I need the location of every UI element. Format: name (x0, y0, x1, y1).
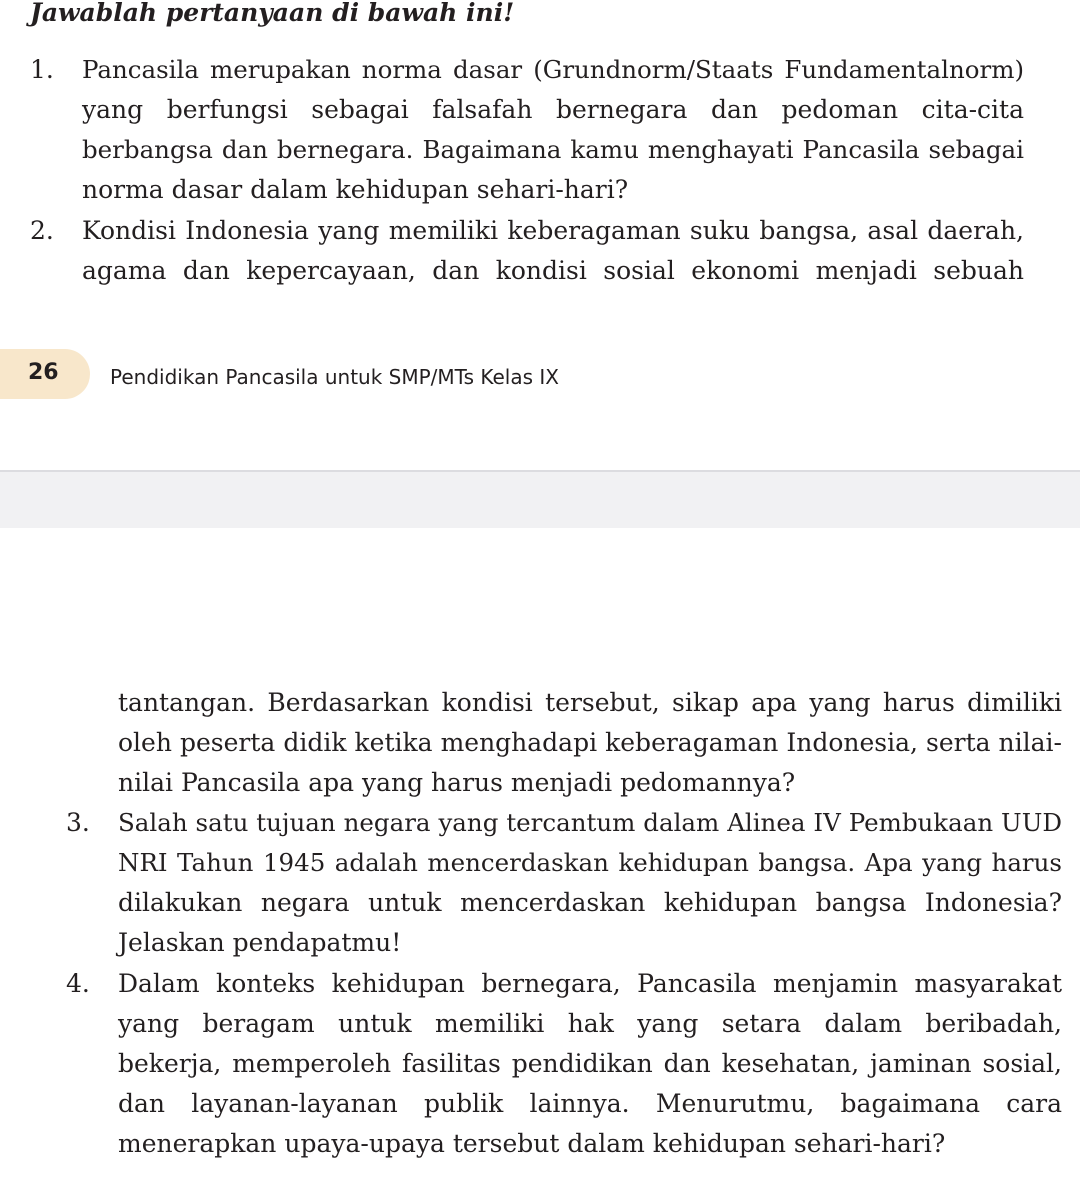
question-line: Salah satu tujuan negara yang tercantum dalam Alinea IV Pembukaan UUD (118, 808, 1062, 837)
page-separator (0, 470, 1080, 528)
section-heading: Jawablah pertanyaan di bawah ini! (30, 0, 515, 27)
question-line: nilai Pancasila apa yang harus menjadi pedomannya? (118, 768, 796, 797)
question-line: norma dasar dalam kehidupan sehari-hari? (82, 175, 629, 204)
question-line: oleh peserta didik ketika menghadapi keberagaman Indonesia, serta nilai- (118, 728, 1062, 757)
question-number: 4. (66, 969, 90, 998)
question-line: Pancasila merupakan norma dasar (Grundnorm/Staats Fundamentalnorm) (82, 55, 1024, 84)
question-line: Dalam konteks kehidupan bernegara, Pancasila menjamin masyarakat (118, 969, 1062, 998)
page-bottom (0, 528, 1080, 1200)
question-line: dan layanan-layanan publik lainnya. Menurutmu, bagaimana cara (118, 1089, 1062, 1118)
running-footer-title: Pendidikan Pancasila untuk SMP/MTs Kelas IX (110, 365, 559, 389)
question-number: 2. (30, 216, 54, 245)
question-line: bekerja, memperoleh fasilitas pendidikan dan kesehatan, jaminan sosial, (118, 1049, 1062, 1078)
question-line: NRI Tahun 1945 adalah mencerdaskan kehidupan bangsa. Apa yang harus (118, 848, 1062, 877)
question-line: Kondisi Indonesia yang memiliki keberagaman suku bangsa, asal daerah, (82, 216, 1024, 245)
question-line: tantangan. Berdasarkan kondisi tersebut, sikap apa yang harus dimiliki (118, 688, 1062, 717)
question-line: Jelaskan pendapatmu! (118, 928, 402, 957)
question-number: 3. (66, 808, 90, 837)
question-number: 1. (30, 55, 54, 84)
question-3 (66, 803, 1062, 963)
question-line: yang berfungsi sebagai falsafah bernegara dan pedoman cita-cita (82, 95, 1024, 124)
page-top (0, 0, 1080, 470)
question-2 (30, 211, 1024, 291)
question-line: yang beragam untuk memiliki hak yang setara dalam beribadah, (118, 1009, 1062, 1038)
page-number: 26 (28, 360, 59, 385)
question-line: agama dan kepercayaan, dan kondisi sosial ekonomi menjadi sebuah (82, 256, 1024, 285)
question-1 (30, 50, 1024, 210)
question-line: berbangsa dan bernegara. Bagaimana kamu menghayati Pancasila sebagai (82, 135, 1024, 164)
question-line: dilakukan negara untuk mencerdaskan kehidupan bangsa Indonesia? (118, 888, 1062, 917)
question-line: menerapkan upaya-upaya tersebut dalam kehidupan sehari-hari? (118, 1129, 946, 1158)
question-4 (66, 964, 1062, 1164)
question-2-continued (118, 683, 1062, 803)
